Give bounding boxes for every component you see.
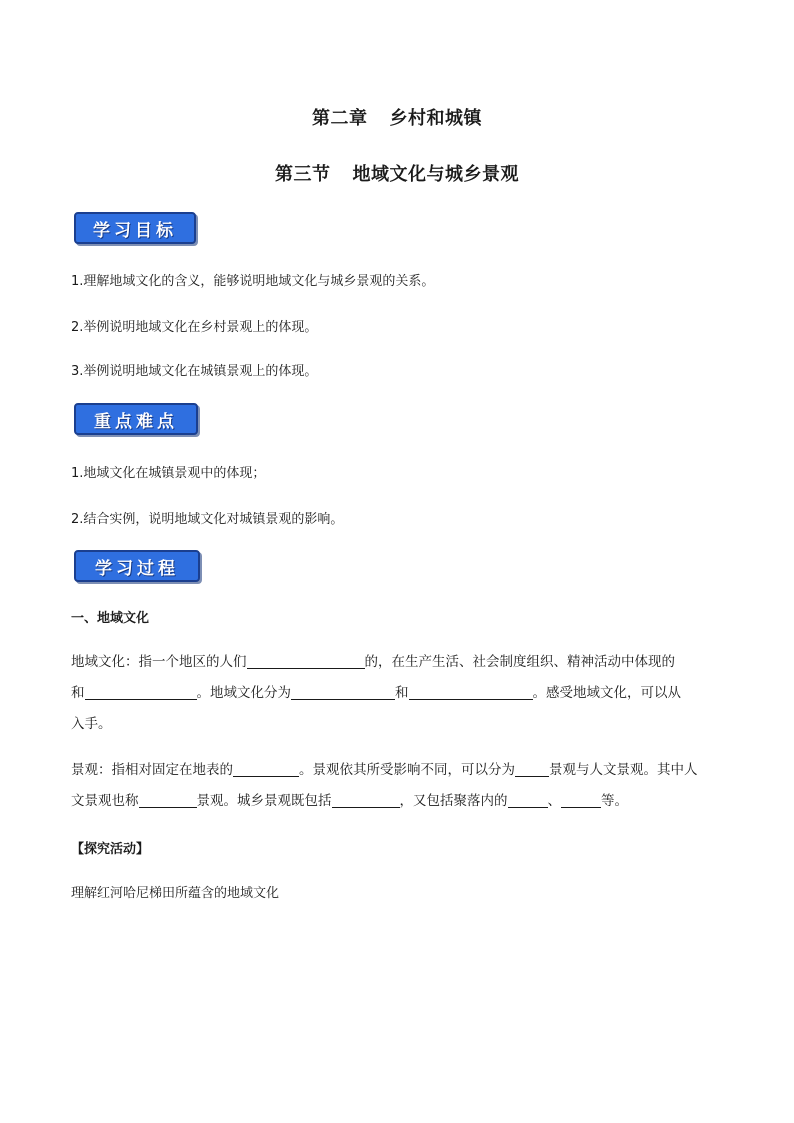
activity-heading: 【探究活动】 [71,842,150,857]
fill-blank[interactable] [561,791,601,808]
para1-text: 入手。 [71,716,112,732]
para2-text: 、 [547,793,561,809]
para1-text: 。地域文化分为 [196,685,291,701]
fill-blank[interactable] [332,791,400,808]
learning-goals-badge-label: 学习目标 [93,220,177,241]
section-name: 地域文化与城乡景观 [352,164,519,185]
fill-blank[interactable] [515,760,549,777]
para2-text: 景观。城乡景观既包括 [196,793,332,809]
para2-text: 景观：指相对固定在地表的 [71,762,233,778]
fill-blank[interactable] [409,683,533,700]
key-points-badge [74,403,198,435]
regional-culture-paragraph [71,647,723,740]
para1-text: 和 [71,685,85,701]
key-point-item-2: 2.结合实例，说明地域文化对城镇景观的影响。 [71,512,344,527]
fill-blank[interactable] [508,791,548,808]
fill-blank[interactable] [247,652,365,669]
fill-blank[interactable] [233,760,299,777]
landscape-paragraph [71,755,723,817]
para2-text: 等。 [601,793,628,809]
key-point-item-1: 1.地域文化在城镇景观中的体现； [71,466,266,481]
learning-process-badge [74,550,200,582]
fill-blank[interactable] [291,683,395,700]
part-heading: 一、地域文化 [71,611,150,626]
key-points-badge-label: 重点难点 [94,411,178,432]
para2-text: ，又包括聚落内的 [399,793,508,809]
section-title [0,160,794,186]
para2-text: 景观与人文景观。其中人 [549,762,698,778]
goal-item-1: 1.理解地域文化的含义，能够说明地域文化与城乡景观的关系。 [71,274,435,289]
goal-item-2: 2.举例说明地域文化在乡村景观上的体现。 [71,320,318,335]
goal-item-3: 3.举例说明地域文化在城镇景观上的体现。 [71,364,318,379]
chapter-number: 第二章 [312,108,368,129]
section-number: 第三节 [275,164,331,185]
chapter-name: 乡村和城镇 [389,108,482,129]
fill-blank[interactable] [85,683,197,700]
para1-text: 。感受地域文化，可以从 [532,685,681,701]
para2-text: 。景观依其所受影响不同，可以分为 [299,762,515,778]
para2-text: 文景观也称 [71,793,139,809]
para1-text: 和 [395,685,409,701]
learning-goals-badge [74,212,196,244]
learning-process-badge-label: 学习过程 [95,558,179,579]
chapter-title [0,104,794,130]
fill-blank[interactable] [139,791,197,808]
activity-text: 理解红河哈尼梯田所蕴含的地域文化 [71,886,280,901]
para1-text: 地域文化：指一个地区的人们 [71,654,247,670]
para1-text: 的，在生产生活、社会制度组织、精神活动中体现的 [364,654,675,670]
